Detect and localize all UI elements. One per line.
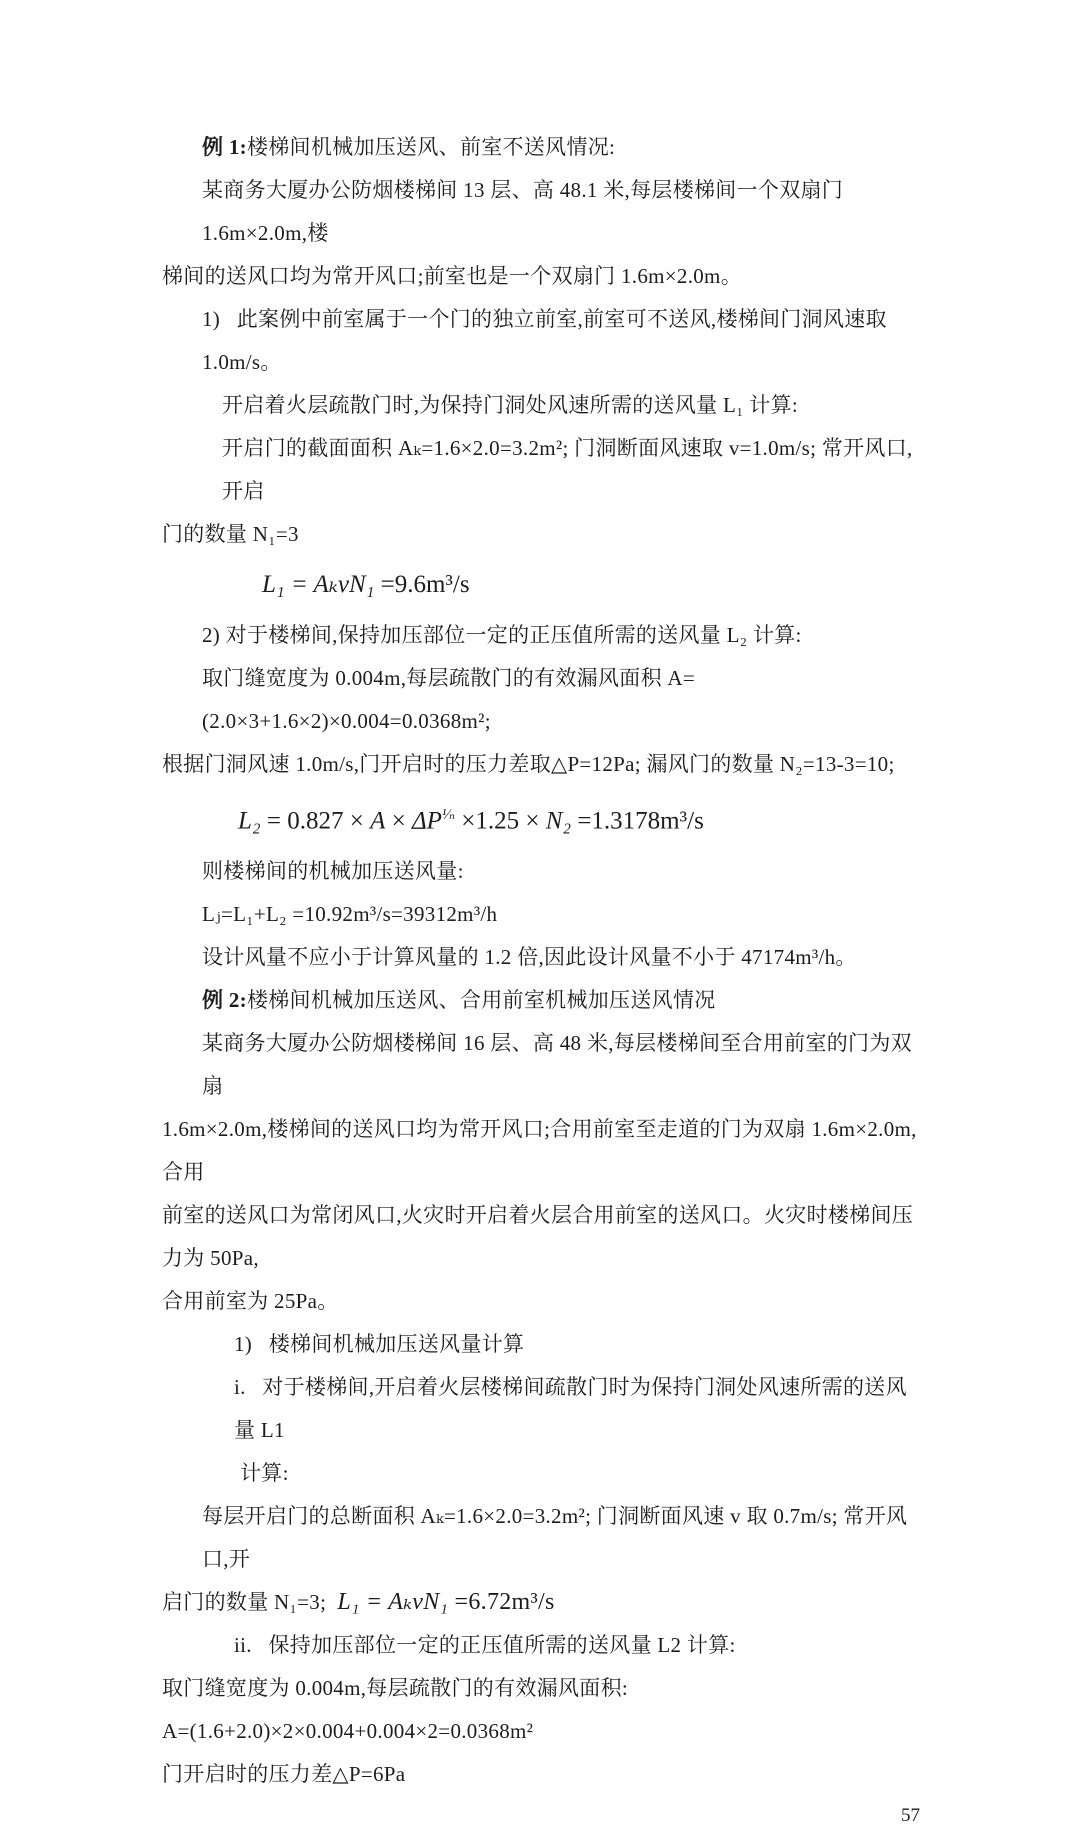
example2-paragraph-line: 前室的送风口为常闭风口,火灾时开启着火层合用前室的送风口。火灾时楼梯间压力为 50Pa,: [162, 1203, 914, 1271]
example2-item1: 1) 楼梯间机械加压送风量计算: [234, 1332, 525, 1357]
example2-heading-label: 例 2:: [202, 988, 247, 1013]
example1-formula-L2: [162, 786, 922, 850]
example1-paragraph-line: 根据门洞风速 1.0m/s,门开启时的压力差取△P=12Pa; 漏风门的数量 N₂=13-3=10;: [162, 752, 895, 776]
example2-heading: [162, 979, 922, 1022]
formula-term: N₂: [545, 807, 572, 835]
formula-rhs: =9.6m³/s: [374, 571, 470, 598]
example2-paragraph-line: 合用前室为 25Pa。: [162, 1289, 339, 1314]
formula-lhs: L₁ = AₖvN₁: [337, 1589, 449, 1616]
example2-item-i-continued: 计算:: [240, 1461, 289, 1486]
example2-heading-title: 楼梯间机械加压送风、合用前室机械加压送风情况: [246, 988, 716, 1013]
example2-paragraph-line: 取门缝宽度为 0.004m,每层疏散门的有效漏风面积:: [162, 1676, 629, 1701]
example2-item-i: i. 对于楼梯间,开启着火层楼梯间疏散门时为保持门洞处风速所需的送风量 L1: [234, 1375, 907, 1443]
example1-heading-title: 楼梯间机械加压送风、前室不送风情况:: [246, 135, 616, 159]
formula-term: ×: [385, 807, 412, 835]
example1-paragraph-line: 开启门的截面面积 Aₖ=1.6×2.0=3.2m²; 门洞断面风速取 v=1.0m/s; 常开风口,开启: [222, 436, 913, 503]
formula-term: ΔP: [411, 807, 442, 835]
formula-exponent: ¹⁄ₙ: [441, 807, 455, 823]
example2-paragraph-line: [162, 1581, 922, 1624]
example1-heading-label: 例 1:: [202, 135, 247, 159]
example2-paragraph-line: 某商务大厦办公防烟楼梯间 16 层、高 48 米,每层楼梯间至合用前室的门为双扇: [202, 1031, 912, 1099]
example1-item1: 1) 此案例中前室属于一个门的独立前室,前室可不送风,楼梯间门洞风速取 1.0m/s。: [202, 307, 893, 374]
example2-paragraph-line: 每层开启门的总断面积 Aₖ=1.6×2.0=3.2m²; 门洞断面风速 v 取 0.7m/s; 常开风口,开: [202, 1504, 908, 1572]
paragraph-text: 启门的数量 N₁=3;: [162, 1590, 338, 1615]
example1-item2: 2) 对于楼梯间,保持加压部位一定的正压值所需的送风量 L₂ 计算:: [202, 623, 802, 647]
formula-term: L₂: [238, 807, 261, 835]
example1-result-line: Lⱼ=L₁+L₂ =10.92m³/s=39312m³/h: [202, 902, 498, 927]
formula-term: =1.3178m³/s: [571, 807, 704, 835]
formula-rhs: =6.72m³/s: [448, 1589, 555, 1616]
example1-paragraph-line: 某商务大厦办公防烟楼梯间 13 层、高 48.1 米,每层楼梯间一个双扇门 1.6m×2.0m,楼: [202, 178, 849, 245]
example1-paragraph-line: 开启着火层疏散门时,为保持门洞处风速所需的送风量 L₁ 计算:: [222, 393, 799, 417]
example2-item-ii: ii. 保持加压部位一定的正压值所需的送风量 L2 计算:: [234, 1633, 736, 1658]
example1-paragraph-line: 取门缝宽度为 0.004m,每层疏散门的有效漏风面积 A=(2.0×3+1.6×2)×0.004=0.0368m²;: [202, 666, 696, 733]
example1-paragraph-line: 设计风量不应小于计算风量的 1.2 倍,因此设计风量不小于 47174m³/h。: [202, 945, 857, 970]
formula-term: A: [370, 807, 386, 835]
example1-paragraph-line: 梯间的送风口均为常开风口;前室也是一个双扇门 1.6m×2.0m。: [162, 264, 742, 288]
example1-formula-L1: [162, 556, 922, 614]
page-number: 57: [901, 1805, 920, 1827]
example2-paragraph-line: 1.6m×2.0m,楼梯间的送风口均为常开风口;合用前室至走道的门为双扇 1.6m×2.0m,合用: [162, 1117, 917, 1185]
example2-formula-L1: [337, 1589, 554, 1615]
example1-paragraph-line: 门的数量 N₁=3: [162, 522, 299, 546]
example1-heading: [162, 126, 922, 169]
example1-paragraph-line: 则楼梯间的机械加压送风量:: [202, 859, 464, 884]
example2-paragraph-line: A=(1.6+2.0)×2×0.004+0.004×2=0.0368m²: [162, 1719, 534, 1744]
formula-lhs: L₁ = AₖvN₁: [262, 571, 375, 598]
formula-term: ×1.25 ×: [455, 807, 546, 835]
example2-paragraph-line: 门开启时的压力差△P=6Pa: [162, 1762, 406, 1787]
formula-term: = 0.827 ×: [260, 807, 371, 835]
